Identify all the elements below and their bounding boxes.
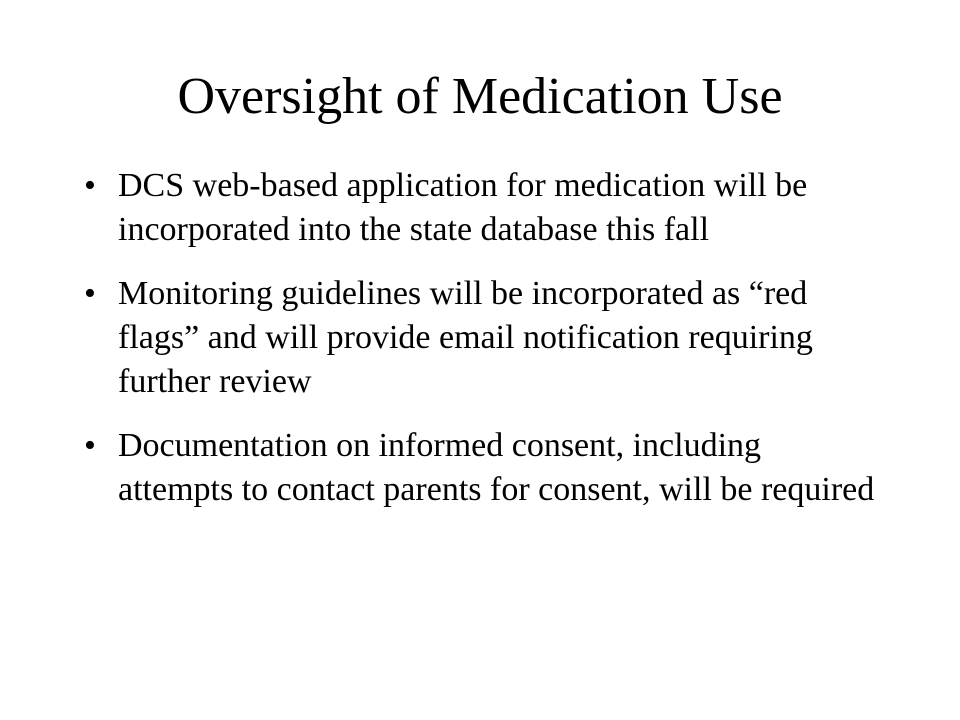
bullet-icon: •	[84, 275, 96, 312]
bullet-item	[84, 164, 884, 252]
bullet-item	[84, 272, 884, 404]
bullet-list	[84, 164, 884, 532]
slide-title: Oversight of Medication Use	[177, 68, 783, 125]
bullet-text: Monitoring guidelines will be incorporated as “red flags” and will provide email notification requiring further review	[118, 275, 813, 400]
bullet-icon: •	[84, 427, 96, 464]
bullet-item	[84, 424, 884, 512]
bullet-text: DCS web-based application for medication will be incorporated into the state database this fall	[118, 167, 808, 248]
bullet-icon: •	[84, 167, 96, 204]
bullet-text: Documentation on informed consent, including attempts to contact parents for consent, will be required	[118, 427, 875, 508]
